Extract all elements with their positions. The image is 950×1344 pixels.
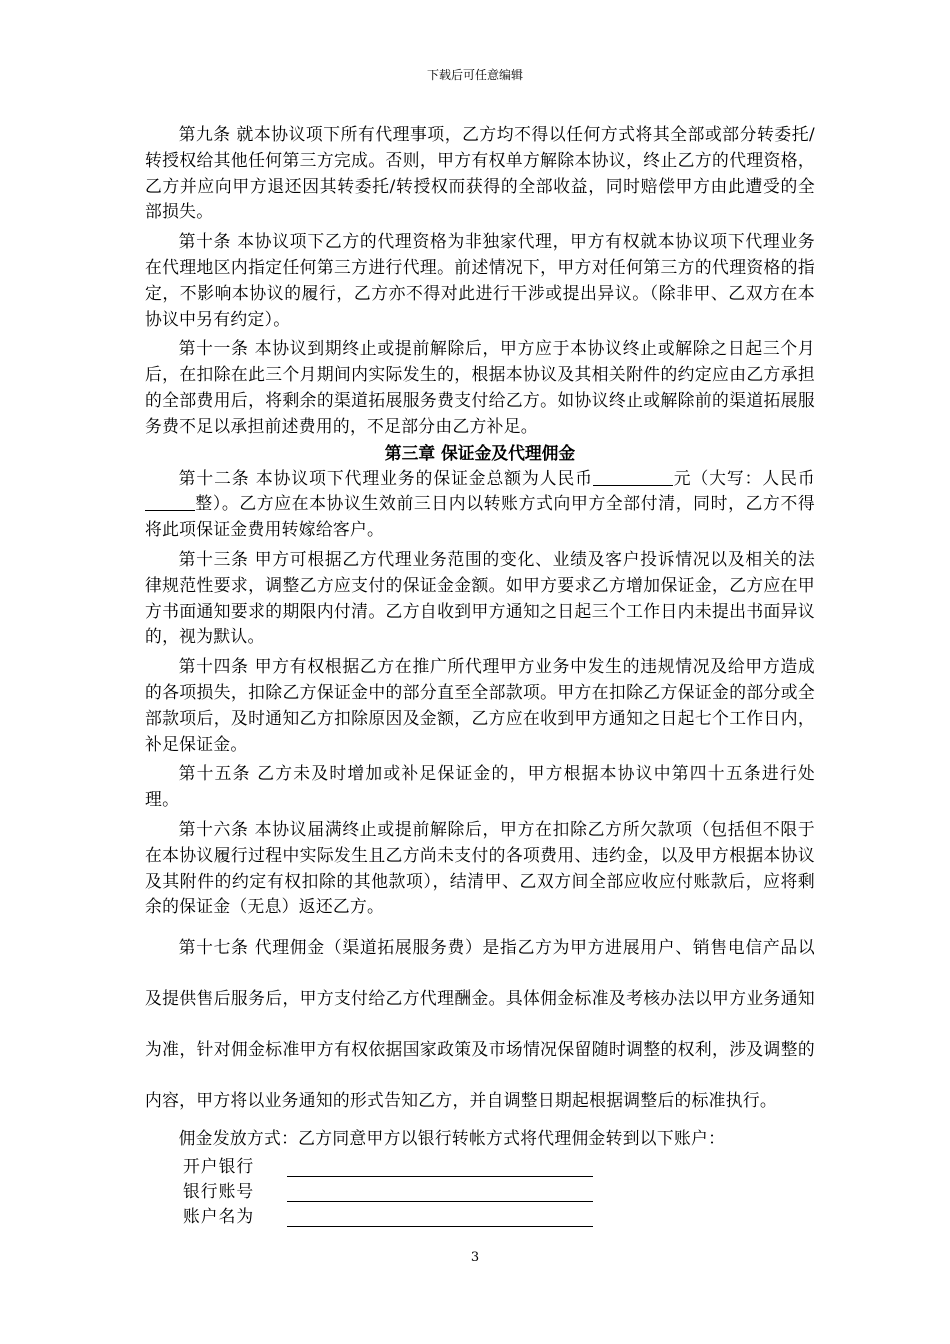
article-13: 第十三条 甲方可根据乙方代理业务范围的变化、业绩及客户投诉情况以及相关的法律规范性要求，调整乙方应支付的保证金金额。如甲方要求乙方增加保证金，乙方应在甲方书面通知要求的期限内付清。乙方自收到甲方通知之日起三个工作日内未提出书面异议的，视为默认。 bbox=[145, 548, 815, 647]
account-name-field bbox=[145, 1202, 815, 1227]
account-number-line bbox=[287, 1183, 593, 1202]
account-name-label: 账户名为 bbox=[183, 1205, 255, 1226]
article-14: 第十四条 甲方有权根据乙方在推广所代理甲方业务中发生的违规情况及给甲方造成的各项损失，扣除乙方保证金中的部分直至全部款项。甲方在扣除乙方保证金的部分或全部款项后，及时通知乙方扣除原因及金额，乙方应在收到甲方通知之日起七个工作日内，补足保证金。 bbox=[145, 656, 815, 754]
bank-line bbox=[287, 1158, 593, 1177]
article-10: 第十条 本协议项下乙方的代理资格为非独家代理，甲方有权就本协议项下代理业务在代理地区内指定任何第三方进行代理。前述情况下，甲方对任何第三方的代理资格的指定，不影响本协议的履行，乙方亦不得对此进行干涉或提出异议。（除非甲、乙双方在本协议中另有约定）。 bbox=[145, 231, 815, 329]
article-12-part3: 整）。乙方应在本协议生效前三日内以转账方式向甲方全部付清，同时，乙方不得将此项保证金费用转嫁给客户。 bbox=[145, 493, 815, 540]
account-name-line bbox=[287, 1208, 593, 1227]
article-12-part2: 元（大写：人民币 bbox=[673, 467, 815, 488]
bank-label: 开户银行 bbox=[183, 1155, 255, 1176]
document-body bbox=[145, 122, 815, 1227]
article-17: 第十七条 代理佣金（渠道拓展服务费）是指乙方为甲方进展用户、销售电信产品以及提供售后服务后，甲方支付给乙方代理酬金。具体佣金标准及考核办法以甲方业务通知为准，针对佣金标准甲方有权依据国家政策及市场情况保留随时调整的权利，涉及调整的内容，甲方将以业务通知的形式告知乙方，并自调整日期起根据调整后的标准执行。 bbox=[145, 937, 815, 1111]
page-header: 下载后可任意编辑 bbox=[426, 68, 523, 82]
payment-method: 佣金发放方式：乙方同意甲方以银行转帐方式将代理佣金转到以下账户： bbox=[178, 1128, 726, 1149]
article-12-part1: 第十二条 本协议项下代理业务的保证金总额为人民币 bbox=[178, 467, 594, 488]
amount-words-blank bbox=[145, 494, 195, 511]
bank-field bbox=[145, 1152, 815, 1177]
account-number-field bbox=[145, 1177, 815, 1202]
amount-blank bbox=[593, 469, 673, 486]
article-12 bbox=[145, 466, 815, 543]
chapter-title: 第三章 保证金及代理佣金 bbox=[384, 442, 576, 463]
article-15: 第十五条 乙方未及时增加或补足保证金的，甲方根据本协议中第四十五条进行处理。 bbox=[145, 763, 815, 810]
article-11: 第十一条 本协议到期终止或提前解除后，甲方应于本协议终止或解除之日起三个月后，在扣除在此三个月期间内实际发生的，根据本协议及其相关附件的约定应由乙方承担的全部费用后，将剩余的渠道拓展服务费支付给乙方。如协议终止或解除前的渠道拓展服务费不足以承担前述费用的，不足部分由乙方补足。 bbox=[145, 338, 815, 436]
page-number: 3 bbox=[470, 1250, 480, 1265]
account-number-label: 银行账号 bbox=[183, 1180, 255, 1201]
article-16: 第十六条 本协议届满终止或提前解除后，甲方在扣除乙方所欠款项（包括但不限于在本协议履行过程中实际发生且乙方尚未支付的各项费用、违约金，以及甲方根据本协议及其附件的约定有权扣除的其他款项），结清甲、乙双方间全部应收应付账款后，应将剩余的保证金（无息）返还乙方。 bbox=[145, 818, 815, 917]
article-9: 第九条 就本协议项下所有代理事项，乙方均不得以任何方式将其全部或部分转委托/转授权给其他任何第三方完成。否则，甲方有权单方解除本协议，终止乙方的代理资格，乙方并应向甲方退还因其转委托/转授权而获得的全部收益，同时赔偿甲方由此遭受的全部损失。 bbox=[145, 124, 815, 222]
